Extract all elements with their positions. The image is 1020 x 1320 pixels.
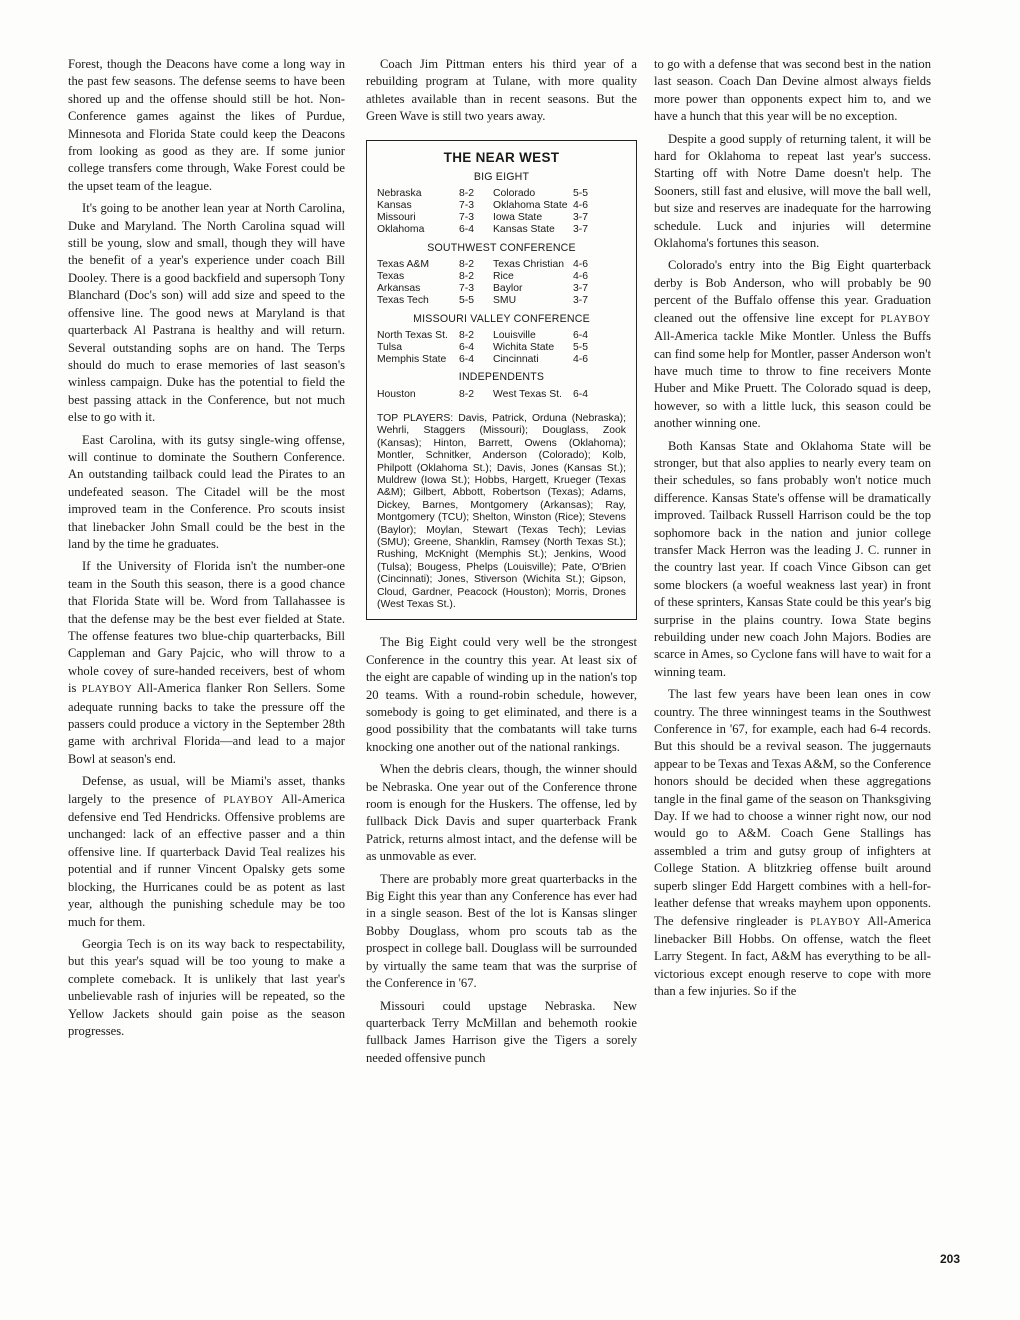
team-name: Baylor [493,283,523,295]
team-name: Oklahoma State [493,200,568,212]
conference-heading: INDEPENDENTS [458,371,545,384]
team-name: West Texas St. [493,388,562,400]
team-record: 8-2 [459,329,475,341]
paragraph: There are probably more great quarterbacks in the Big Eight this year than any Conference has ever had in a single season. Best of the lot is Kansas slinger Bobby Douglass, whom pro scouts tab as the prospect in college ball. Douglass will be surrounded by virtually the same team that was the surprise of the Conference in '67. [366,871,637,991]
standings-table [377,188,626,237]
team-record: 8-2 [459,187,475,199]
team-record: 4-6 [573,258,589,270]
team-record: 6-4 [459,354,475,366]
conference-heading: MISSOURI VALLEY CONFERENCE [413,312,590,325]
article-column-1 [68,56,345,1045]
team-name: Wichita State [493,342,555,354]
paragraph: East Carolina, with its gutsy single-wing offense, will continue to dominate the Southern Conference. An outstanding tailback could lead the Pirates to an undefeated season. The Citadel will be the most improved team in the Conference. Pro scouts insist that linebacker John Small could be the best in the land by the time he graduates. [68,432,345,551]
paragraph: to go with a defense that was second best in the nation last season. Coach Dan Devine almost always fields more power than opponents expect him to, and we have a hunch that this year will be no exception. [654,57,931,124]
team-record: 3-7 [573,224,589,236]
paragraph: Both Kansas State and Oklahoma State will be stronger, but that also applies to nearly every team on their schedules, so fans probably won't notice much difference. Kansas State's offense will be dramatically improved. Tailback Russell Harrison could be the top sophomore back in the nation and junior college transfer Mack Herron was the leading J. C. runner in the country last year. If coach Vince Gibson can get some blockers (a woeful weakness last year) in front of these sprinters, Kansas State could be this year's big surprise in the plains country. Iowa State begins rebuilding under new coach John Majors. Bodies are scarce in Ames, so Cyclone fans will have to wait for a winning team. [654,438,931,679]
team-record: 5-5 [573,187,589,199]
team-name: Tulsa [377,342,403,354]
team-record: 3-7 [573,212,589,224]
team-record: 6-4 [573,388,589,400]
top-players: TOP PLAYERS: Davis, Patrick, Orduna (Nebraska); Wehrli, Staggers (Missouri); Douglass, Zook (Kansas); Hinton, Barrett, Owens (Oklahoma); Montler, Schnitker, Anderson (Colorado); Kolb, Philpott (Oklahoma St.); Davis, Jones (Kansas St.); Muldrew (Iowa St.); Hobbs, Hargett, Krueger (Texas A&M); Gilbert, Abbott, Robertson (Texas); Adams, Dickey, Barnes, Montgomery (Arkansas); Ray, Montgomery (TCU); Shelton, Winston (Rice); Stevens (Baylor); Moylan, Stewart (Texas Tech); Levias (SMU); Greene, Shanklin, Ramsey (North Texas St.); Rushing, McKnight (Memphis St.); Jenkins, Wood (Tulsa); Bougess, Phelps (Louisville); Pate, O'Brien (Cincinnati); Jones, Stiverson (Wichita St.); Gipson, Cloud, Gardner, Peacock (Houston); Morris, Drones (West Texas St.). [377,412,626,610]
team-record: 7-3 [459,283,475,295]
team-record: 6-4 [573,329,589,341]
team-name: Texas Tech [377,295,429,307]
team-record: 4-6 [573,354,589,366]
paragraph: It's going to be another lean year at North Carolina, Duke and Maryland. The North Carolina squad will still be young, slow and small, though they will have the benefit of a year's experience under coach Bill Dooley. There is a good backfield and supersoph Tony Blanchard (Doc's son) will add size and speed to the offensive line. The good news at Maryland is that quarterback Al Pastrana is healthy and will return. Several outstanding sophs are on hand. The Terps should do much to erase memories of last season's winless campaign. Duke has the potential to field the best passing attack in the Conference, but not much else to go with it. [68,201,345,425]
paragraph: If the University of Florida isn't the number-one team in the South this season, there is a good chance that Florida State will be. Word from Tallahassee is that the defense may be the best ever fielded at State. The offense features two blue-chip quarterbacks, Bill Cappleman and Gary Pajcic, who will throw to a whole covey of sure-handed receivers, best of whom is PLAYBOY All-America flanker Ron Sellers. Some adequate running backs to take the pressure off the passers could produce a victory in the September 28th game with archrival Florida—and lead to a major Bowl at season's end. [68,559,345,766]
team-record: 8-2 [459,258,475,270]
article-column-3 [654,56,931,1006]
team-name: Rice [493,271,514,283]
standings-table [377,330,626,367]
page-number: 203 [940,1252,961,1266]
team-record: 4-6 [573,200,589,212]
paragraph: The Big Eight could very well be the strongest Conference in the country this year. At least six of the eight are capable of winding up in the nation's top 20 teams. With a round-robin schedule, however, somebody is going to get eliminated, and there is a good possibility that the combatants will take turns knocking one another out of the national rankings. [366,635,637,754]
team-name: Cincinnati [493,354,539,366]
team-name: Missouri [377,212,416,224]
team-name: Oklahoma [377,224,425,236]
team-name: Memphis State [377,354,447,366]
team-record: 3-7 [573,283,589,295]
team-name: Kansas [377,200,412,212]
sidebar-title: THE NEAR WEST [443,149,560,165]
team-record: 4-6 [573,271,589,283]
team-name: Kansas State [493,224,555,236]
team-record: 6-4 [459,342,475,354]
conference-list [377,171,626,401]
team-name: Arkansas [377,283,421,295]
paragraph: The last few years have been lean ones in cow country. The three winningest teams in the Southwest Conference in '67, for example, each had 6-4 records. But this should be a revival season. The juggernauts appear to be Texas and Texas A&M, so the Conference honors should be decided when these aggregations tangle in the final game of the season on Thanksgiving Day. If we had to choose a winner right now, our nod would go to A&M. Coach Gene Stallings has assembled a trim and gutsy group of infighters at College Station. A blitzkrieg offense built around superb slinger Edd Hargett combines with a hell-for-leather defense that wreaks mayhem upon opponents. The defensive ringleader is PLAYBOY All-America linebacker Bill Hobbs. On offense, watch the fleet Larry Stegent. In fact, A&M has everything to be all-victorious except enough reserve to cope with more than a few injuries. So if the [654,687,932,999]
paragraph: Colorado's entry into the Big Eight quarterback derby is Bob Anderson, who will probably be 90 percent of the Buffalo offense this year. Graduation cleaned out the offensive line except for PLAYBOY All-America tackle Mike Montler. Unless the Buffs can find some help for Montler, passer Anderson won't have much time to throw to fine receivers Monte Huber and Mike Pruett. The Colorado squad is deep, however, so with a little luck, this season could be another winning one. [654,258,931,431]
team-name: Iowa State [493,212,543,224]
team-name: SMU [493,295,517,307]
team-record: 3-7 [573,295,589,307]
team-name: Nebraska [377,187,422,199]
conference-heading: SOUTHWEST CONFERENCE [427,241,576,254]
paragraph: Coach Jim Pittman enters his third year of a rebuilding program at Tulane, with more quality athletes available than in recent seasons. But the Green Wave is still two years away. [366,57,637,124]
paragraph: Despite a good supply of returning talent, it will be hard for Oklahoma to repeat last year's success. Starting off with Notre Dame doesn't help. The Sooners, still fast and elusive, will move the ball well, but size and reserves are inadequate for the harrowing schedule. Luck and injuries will determine Oklahoma's fortunes this season. [654,131,931,251]
team-name: Texas [377,271,405,283]
paragraph: When the debris clears, though, the winner should be Nebraska. One year out of the Conference throne room is enough for the Huskers. The offense, led by fullback Dick Davis and super quarterback Frank Patrick, returns almost intact, and the defense will be as unmovable as ever. [366,762,637,864]
paragraph: Missouri could upstage Nebraska. New quarterback Terry McMillan and behemoth rookie fullback James Harrison give the Tigers a sorely needed offensive punch [366,998,637,1065]
paragraph: Georgia Tech is on its way back to respectability, but this year's squad will be too young to make a complete comeback. It is unlikely that last year's unbelievable rash of injuries will be repeated, so the Yellow Jackets should gain poise as the season progresses. [68,936,345,1038]
team-name: Colorado [493,187,536,199]
standings-table [377,259,626,308]
team-record: 6-4 [459,224,475,236]
team-record: 8-2 [459,388,475,400]
article-column-2 [366,56,637,1072]
team-record: 7-3 [459,200,475,212]
standings-sidebar [366,140,637,621]
team-record: 5-5 [573,342,589,354]
team-name: Houston [377,388,416,400]
team-record: 7-3 [459,212,475,224]
team-name: North Texas St. [377,329,448,341]
team-name: Texas Christian [493,258,565,270]
team-record: 8-2 [459,271,475,283]
paragraph: Defense, as usual, will be Miami's asset, thanks largely to the presence of PLAYBOY All-America defensive end Ted Hendricks. Offensive problems are unchanged: lack of an effective passer and a thin offensive line. If quarterback David Teal realizes his potential and if runner Vincent Opalsky gets some blocking, the Hurricanes could be as potent as last year, although the punishing schedule may be too much for them. [68,774,345,929]
team-record: 5-5 [459,295,475,307]
paragraph: Forest, though the Deacons have come a long way in the past few seasons. The defense seems to have been shored up and the offense should still be hot. Non-Conference games against the likes of Purdue, Minnesota and Florida State could keep the Deacons from looking as good as they are. If some junior college transfers come through, Wake Forest could be the upset team of the league. [68,57,345,193]
team-name: Louisville [493,329,536,341]
conference-heading: BIG EIGHT [473,170,530,183]
team-name: Texas A&M [377,258,429,270]
standings-table [377,389,626,401]
